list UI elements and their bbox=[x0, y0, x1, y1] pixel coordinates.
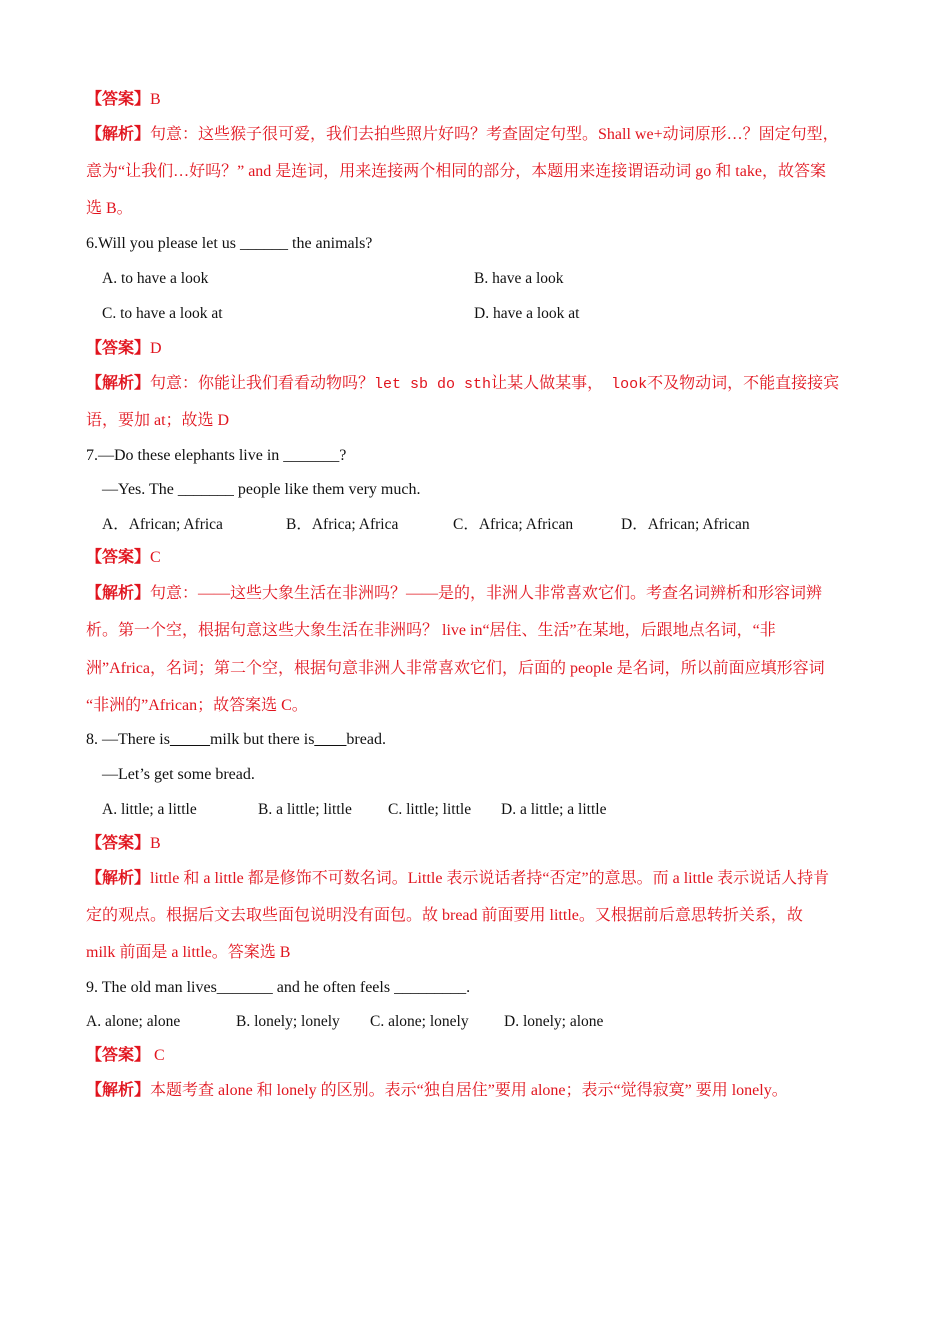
q8-option-c: C. little; little bbox=[388, 801, 472, 818]
q8-explanation-line-2: 定的观点。根据后文去取些面包说明没有面包。故 bread 前面要用 little。又根据前后意思转折关系，故 bbox=[86, 907, 803, 924]
q5-answer bbox=[86, 90, 161, 110]
q6-option-d: D. have a look at bbox=[474, 305, 580, 322]
q7-stem: 7.—Do these elephants live in _______? bbox=[86, 447, 347, 464]
q8-option-d: D. a little; a little bbox=[501, 801, 607, 818]
q8-option-b: B. a little; little bbox=[258, 801, 352, 818]
q5-explanation-line-3: 选 B。 bbox=[86, 200, 133, 217]
q8-option-a: A. little; a little bbox=[102, 801, 197, 818]
q7-answer: 【答案】C bbox=[86, 549, 161, 566]
q5-explanation-line-1: 【解析】句意：这些猴子很可爱，我们去拍些照片好吗？考查固定句型。Shall we+动词原形…？固定句型， bbox=[86, 126, 839, 143]
q9-option-a: A. alone; alone bbox=[86, 1013, 181, 1030]
q7-option-b: B．Africa; Africa bbox=[286, 516, 399, 533]
q9-option-d: D. lonely; alone bbox=[504, 1013, 604, 1030]
q6-option-a: A. to have a look bbox=[102, 270, 209, 287]
q5-explanation-line-2: 意为“让我们…好吗？” and 是连词，用来连接两个相同的部分，本题用来连接谓语动词 go 和 take，故答案 bbox=[86, 163, 826, 180]
q6-option-b: B. have a look bbox=[474, 270, 564, 287]
blank: _____ bbox=[169, 731, 210, 748]
q7-explanation-line-2: 析。第一个空，根据句意这些大象生活在非洲吗？ live in“居住、生活”在某地，后跟地点名词，“非 bbox=[86, 622, 776, 639]
q8-explanation-line-1: 【解析】little 和 a little 都是修饰不可数名词。Little 表示说话者持“否定”的意思。而 a little 表示说话人持肯 bbox=[86, 870, 830, 887]
q6-answer: 【答案】D bbox=[86, 340, 162, 357]
q6-explanation-line-2: 语，要加 at；故选 D bbox=[86, 412, 230, 429]
q7-explanation-line-1: 【解析】句意：——这些大象生活在非洲吗？——是的，非洲人非常喜欢它们。考查名词辨析和形容词辨 bbox=[86, 585, 823, 602]
q7-option-c: C．Africa; African bbox=[453, 516, 574, 533]
answer-label: 【答案】 bbox=[86, 91, 151, 108]
q7-reply: —Yes. The _______ people like them very much. bbox=[102, 481, 421, 498]
q8-answer: 【答案】B bbox=[86, 835, 161, 852]
q8-explanation-line-3: milk 前面是 a little。答案选 B bbox=[86, 944, 291, 961]
q9-explanation: 【解析】本题考查 alone 和 lonely 的区别。表示“独自居住”要用 alone；表示“觉得寂寞” 要用 lonely。 bbox=[86, 1082, 788, 1099]
q6-stem: 6.Will you please let us ______ the animals? bbox=[86, 235, 373, 252]
q6-explanation-line-1: 【解析】句意：你能让我们看看动物吗？let sb do sth让某人做某事， look不及物动词，不能直接接宾 bbox=[86, 375, 840, 393]
q7-option-d: D．African; African bbox=[621, 516, 750, 533]
blank: ____ bbox=[314, 731, 347, 748]
q8-reply: —Let’s get some bread. bbox=[102, 766, 255, 783]
q8-stem: 8. —There is_____milk but there is____bread. bbox=[86, 731, 386, 748]
q7-option-a: A．African; Africa bbox=[102, 516, 223, 533]
q9-answer: 【答案】 C bbox=[86, 1047, 165, 1064]
q7-explanation-line-4: “非洲的”African；故答案选 C。 bbox=[86, 697, 308, 714]
q9-stem: 9. The old man lives_______ and he often feels _________. bbox=[86, 979, 471, 996]
q7-explanation-line-3: 洲”Africa，名词；第二个空，根据句意非洲人非常喜欢它们，后面的 people 是名词，所以前面应填形容词 bbox=[86, 660, 825, 677]
q9-option-c: C. alone; lonely bbox=[370, 1013, 469, 1030]
answer-value: B bbox=[150, 91, 161, 108]
q9-option-b: B. lonely; lonely bbox=[236, 1013, 340, 1030]
explanation-label: 【解析】 bbox=[86, 126, 151, 143]
q6-option-c: C. to have a look at bbox=[102, 305, 223, 322]
